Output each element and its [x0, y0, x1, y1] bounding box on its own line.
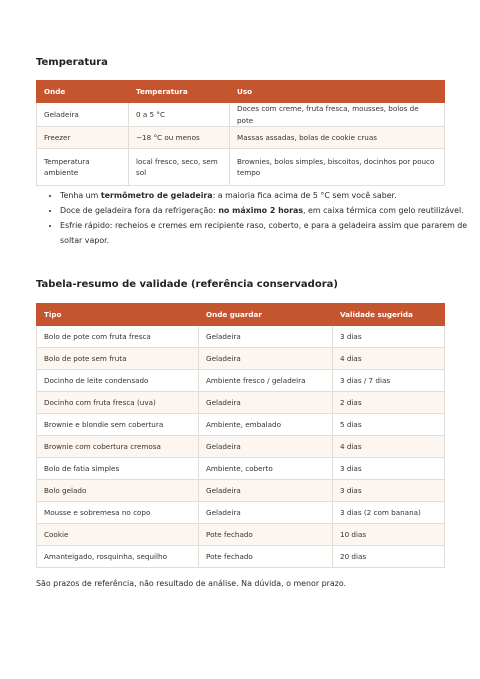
- table-row: [37, 348, 445, 370]
- cell-where: Freezer: [37, 127, 129, 149]
- column-header-validity: Validade sugerida: [333, 304, 445, 326]
- cell-type: Bolo de pote com fruta fresca: [37, 326, 199, 348]
- cell-type: Mousse e sobremesa no copo: [37, 502, 199, 524]
- cell-type: Brownie e blondie sem cobertura: [37, 414, 199, 436]
- note-text: : a maioria fica acima de 5 °C sem você saber.: [212, 191, 397, 200]
- cell-use: Doces com creme, fruta fresca, mousses, bolos de pote: [230, 103, 445, 127]
- note-emphasis: termômetro de geladeira: [100, 191, 213, 200]
- table-row: [37, 370, 445, 392]
- cell-storage: Geladeira: [199, 502, 333, 524]
- cell-validity: 10 dias: [333, 524, 445, 546]
- cell-storage: Pote fechado: [199, 546, 333, 568]
- cell-validity: 4 dias: [333, 436, 445, 458]
- cell-validity: 5 dias: [333, 414, 445, 436]
- column-header-type: Tipo: [37, 304, 199, 326]
- table-row: [37, 392, 445, 414]
- validity-table: [36, 303, 445, 568]
- cell-type: Bolo de pote sem fruta: [37, 348, 199, 370]
- table-row: [37, 546, 445, 568]
- cell-storage: Ambiente fresco / geladeira: [199, 370, 333, 392]
- column-header-use: Uso: [230, 81, 445, 103]
- cell-storage: Ambiente, embalado: [199, 414, 333, 436]
- cell-type: Docinho com fruta fresca (uva): [37, 392, 199, 414]
- table-header-row: [37, 304, 445, 326]
- note-emphasis: no máximo 2 horas: [218, 206, 304, 215]
- storage-tips-list: [36, 188, 470, 248]
- cell-use: Brownies, bolos simples, biscoitos, docinhos por pouco tempo: [230, 149, 445, 186]
- cell-storage: Geladeira: [199, 436, 333, 458]
- cell-storage: Geladeira: [199, 392, 333, 414]
- cell-where: Geladeira: [37, 103, 129, 127]
- cell-validity: 3 dias / 7 dias: [333, 370, 445, 392]
- cell-validity: 3 dias: [333, 326, 445, 348]
- table-row: [37, 149, 445, 186]
- note-text: Tenha um: [60, 191, 101, 200]
- table-header-row: [37, 81, 445, 103]
- cell-temperature: −18 °C ou menos: [129, 127, 230, 149]
- cell-type: Amanteigado, rosquinha, sequilho: [37, 546, 199, 568]
- cell-storage: Geladeira: [199, 348, 333, 370]
- cell-validity: 3 dias: [333, 480, 445, 502]
- table-row: [37, 414, 445, 436]
- list-item: [60, 188, 470, 203]
- column-header-where: Onde: [37, 81, 129, 103]
- note-text: Esfrie rápido: recheios e cremes em recipiente raso, coberto, e para a geladeira assim que pararem de soltar vapor.: [60, 221, 468, 245]
- column-header-storage: Onde guardar: [199, 304, 333, 326]
- table-row: [37, 480, 445, 502]
- cell-temperature: 0 a 5 °C: [129, 103, 230, 127]
- cell-storage: Ambiente, coberto: [199, 458, 333, 480]
- table-row: [37, 326, 445, 348]
- table-row: [37, 436, 445, 458]
- note-text: , em caixa térmica com gelo reutilizável.: [303, 206, 464, 215]
- table-row: [37, 524, 445, 546]
- cell-type: Bolo de fatia simples: [37, 458, 199, 480]
- cell-validity: 3 dias: [333, 458, 445, 480]
- table-row: [37, 103, 445, 127]
- cell-validity: 20 dias: [333, 546, 445, 568]
- table-row: [37, 502, 445, 524]
- table-row: [37, 458, 445, 480]
- note-text: Doce de geladeira fora da refrigeração:: [60, 206, 219, 215]
- footer-note: São prazos de referência, não resultado de análise. Na dúvida, o menor prazo.: [36, 579, 347, 588]
- list-item: [60, 218, 470, 248]
- cell-type: Cookie: [37, 524, 199, 546]
- cell-validity: 2 dias: [333, 392, 445, 414]
- cell-temperature: local fresco, seco, sem sol: [129, 149, 230, 186]
- section-title-temperature: Temperatura: [36, 57, 108, 68]
- column-header-temperature: Temperatura: [129, 81, 230, 103]
- section-title-validity: Tabela-resumo de validade (referência conservadora): [36, 279, 338, 290]
- cell-type: Bolo gelado: [37, 480, 199, 502]
- temperature-table: [36, 80, 445, 186]
- cell-storage: Pote fechado: [199, 524, 333, 546]
- list-item: [60, 203, 470, 218]
- cell-type: Docinho de leite condensado: [37, 370, 199, 392]
- cell-validity: 3 dias (2 com banana): [333, 502, 445, 524]
- cell-validity: 4 dias: [333, 348, 445, 370]
- cell-use: Massas assadas, bolas de cookie cruas: [230, 127, 445, 149]
- cell-type: Brownie com cobertura cremosa: [37, 436, 199, 458]
- cell-storage: Geladeira: [199, 326, 333, 348]
- cell-storage: Geladeira: [199, 480, 333, 502]
- table-row: [37, 127, 445, 149]
- cell-where: Temperatura ambiente: [37, 149, 129, 186]
